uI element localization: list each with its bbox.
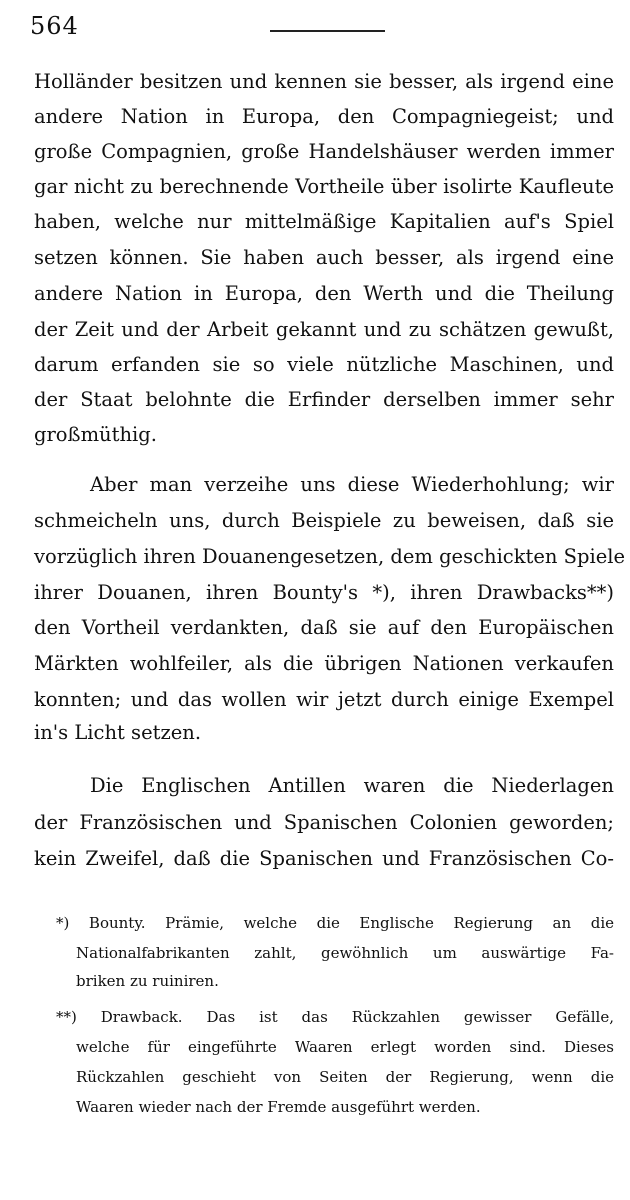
body-line: schmeicheln uns, durch Beispiele zu beweisen, daß sie (34, 509, 614, 532)
body-line: kein Zweifel, daß die Spanischen und Französischen Co- (34, 847, 614, 870)
body-line: der Zeit und der Arbeit gekannt und zu schätzen gewußt, (34, 318, 614, 341)
footnote-line: *) Bounty. Prämie, welche die Englische Regierung an die (56, 914, 614, 932)
page-number: 564 (30, 12, 79, 40)
footnote-line: welche für eingeführte Waaren erlegt worden sind. Dieses (76, 1038, 614, 1056)
body-line: den Vortheil verdankten, daß sie auf den Europäischen (34, 616, 614, 639)
body-line: Aber man verzeihe uns diese Wiederhohlung; wir (90, 473, 614, 496)
footnote-line: **) Drawback. Das ist das Rückzahlen gewisser Gefälle, (56, 1008, 614, 1026)
body-line: Holländer besitzen und kennen sie besser, als irgend eine (34, 70, 614, 93)
body-line: Die Englischen Antillen waren die Niederlagen (90, 774, 614, 797)
header-rule (270, 30, 385, 32)
body-line: große Compagnien, große Handelshäuser werden immer (34, 140, 614, 163)
body-line: darum erfanden sie so viele nützliche Maschinen, und (34, 353, 614, 376)
body-line: andere Nation in Europa, den Compagniegeist; und (34, 105, 614, 128)
footnote-line: Rückzahlen geschieht von Seiten der Regierung, wenn die (76, 1068, 614, 1086)
body-line: der Staat belohnte die Erfinder derselben immer sehr (34, 388, 614, 411)
body-line: setzen können. Sie haben auch besser, als irgend eine (34, 246, 614, 269)
footnote-line: briken zu ruiniren. (76, 972, 219, 990)
footnote-line: Nationalfabrikanten zahlt, gewöhnlich um auswärtige Fa- (76, 944, 614, 962)
body-line: Märkten wohlfeiler, als die übrigen Nationen verkaufen (34, 652, 614, 675)
body-line: der Französischen und Spanischen Colonien geworden; (34, 811, 614, 834)
footnote-line: Waaren wieder nach der Fremde ausgeführt werden. (76, 1098, 481, 1116)
body-line: vorzüglich ihren Douanengesetzen, dem geschickten Spiele (34, 545, 626, 568)
body-line: großmüthig. (34, 423, 157, 446)
body-line: andere Nation in Europa, den Werth und die Theilung (34, 282, 614, 305)
body-line: konnten; und das wollen wir jetzt durch einige Exempel (34, 688, 614, 711)
body-line: ihrer Douanen, ihren Bounty's *), ihren Drawbacks**) (34, 581, 614, 604)
body-line: gar nicht zu berechnende Vortheile über isolirte Kaufleute (34, 175, 614, 198)
body-line: haben, welche nur mittelmäßige Kapitalien auf's Spiel (34, 210, 614, 233)
body-line: in's Licht setzen. (34, 721, 202, 744)
